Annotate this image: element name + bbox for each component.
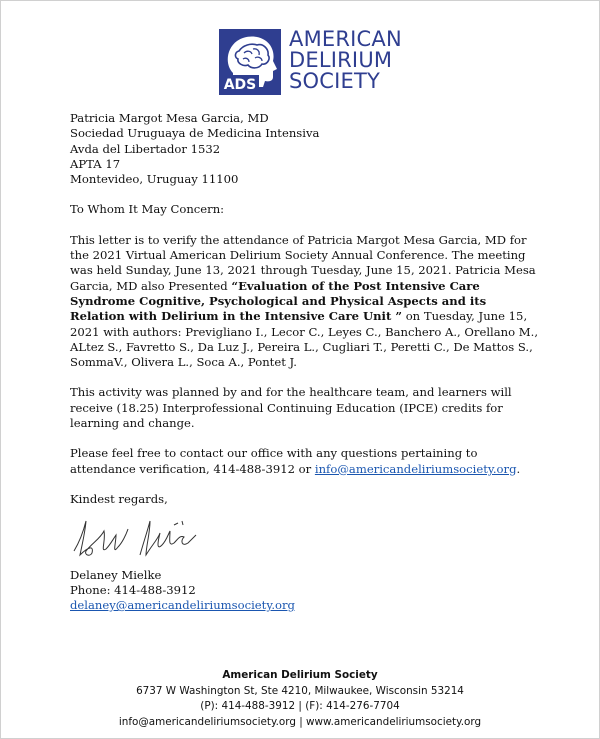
info-email-link[interactable]: info@americandeliriumsociety.org: [314, 461, 517, 476]
signer-name: Delaney Mielke: [70, 567, 162, 582]
paragraph-text: Please feel free to contact our office with any questions pertaining to attendance verification, 414-488-3912 or: [70, 446, 478, 476]
signer-phone: Phone: 414-488-3912: [70, 582, 196, 597]
recipient-address: [70, 111, 545, 187]
handwritten-signature: [70, 511, 200, 563]
footer-phones: (P): 414-488-3912 | (F): 414-276-7704: [200, 700, 400, 713]
letterhead-footer: [0, 668, 600, 730]
paragraph-text: .: [516, 461, 521, 476]
presentation-title: “Evaluation of the Post Intensive Care Syndrome Cognitive, Psychological and Physical Aspects and its Relation with Delirium in the Intensive Care Unit ”: [70, 278, 487, 324]
brain-head-logo-icon: [219, 29, 281, 95]
logo-line-1: AMERICAN: [289, 27, 402, 51]
address-line: Avda del Libertador 1532: [70, 141, 221, 156]
logo-line-3: SOCIETY: [289, 69, 381, 93]
address-line: Sociedad Uruguaya de Medicina Intensiva: [70, 126, 320, 141]
footer-org-name: American Delirium Society: [222, 669, 378, 681]
signer-block: [70, 568, 545, 614]
logo-wordmark: [289, 29, 402, 92]
paragraph-attendance: [70, 233, 545, 371]
letter-body: [70, 111, 545, 613]
paragraph-credits: This activity was planned by and for the healthcare team, and learners will receive (18.25) Interprofessional Continuing Education (IPCE) credits for learning and change.: [70, 385, 512, 431]
salutation: To Whom It May Concern:: [70, 202, 225, 217]
paragraph-text: on Tuesday, June 15, 2021 with authors: Previgliano I., Lecor C., Leyes C., Banchero A., Orellano M., ALtez S., Favretto S., Da Luz J., Pereira L., Cugliari T., Peretti C., De Mattos S., SommaV., Olivera L., Soca A., Pontet J.: [70, 309, 539, 370]
logo-badge-text: ADS: [223, 77, 257, 93]
footer-address: 6737 W Washington St, Ste 4210, Milwaukee, Wisconsin 53214: [136, 684, 464, 697]
logo-line-2: DELIRIUM: [289, 48, 393, 72]
signer-email-link[interactable]: delaney@americandeliriumsociety.org: [70, 598, 295, 613]
closing: Kindest regards,: [70, 491, 168, 506]
footer-contact: info@americandeliriumsociety.org | www.americandeliriumsociety.org: [118, 715, 482, 728]
address-line: APTA 17: [70, 156, 121, 171]
logo: [219, 29, 402, 95]
paragraph-contact: [70, 446, 545, 477]
address-line: Patricia Margot Mesa Garcia, MD: [70, 111, 269, 125]
paragraph-text: This letter is to verify the attendance of Patricia Margot Mesa Garcia, MD for the 2021 Virtual American Delirium Society Annual Conference. The meeting was held Sunday, June 13, 2021 through Tuesday, June 15, 2021. Patricia Mesa Garcia, MD also Presented: [70, 232, 536, 293]
address-line: Montevideo, Uruguay 11100: [70, 172, 239, 187]
